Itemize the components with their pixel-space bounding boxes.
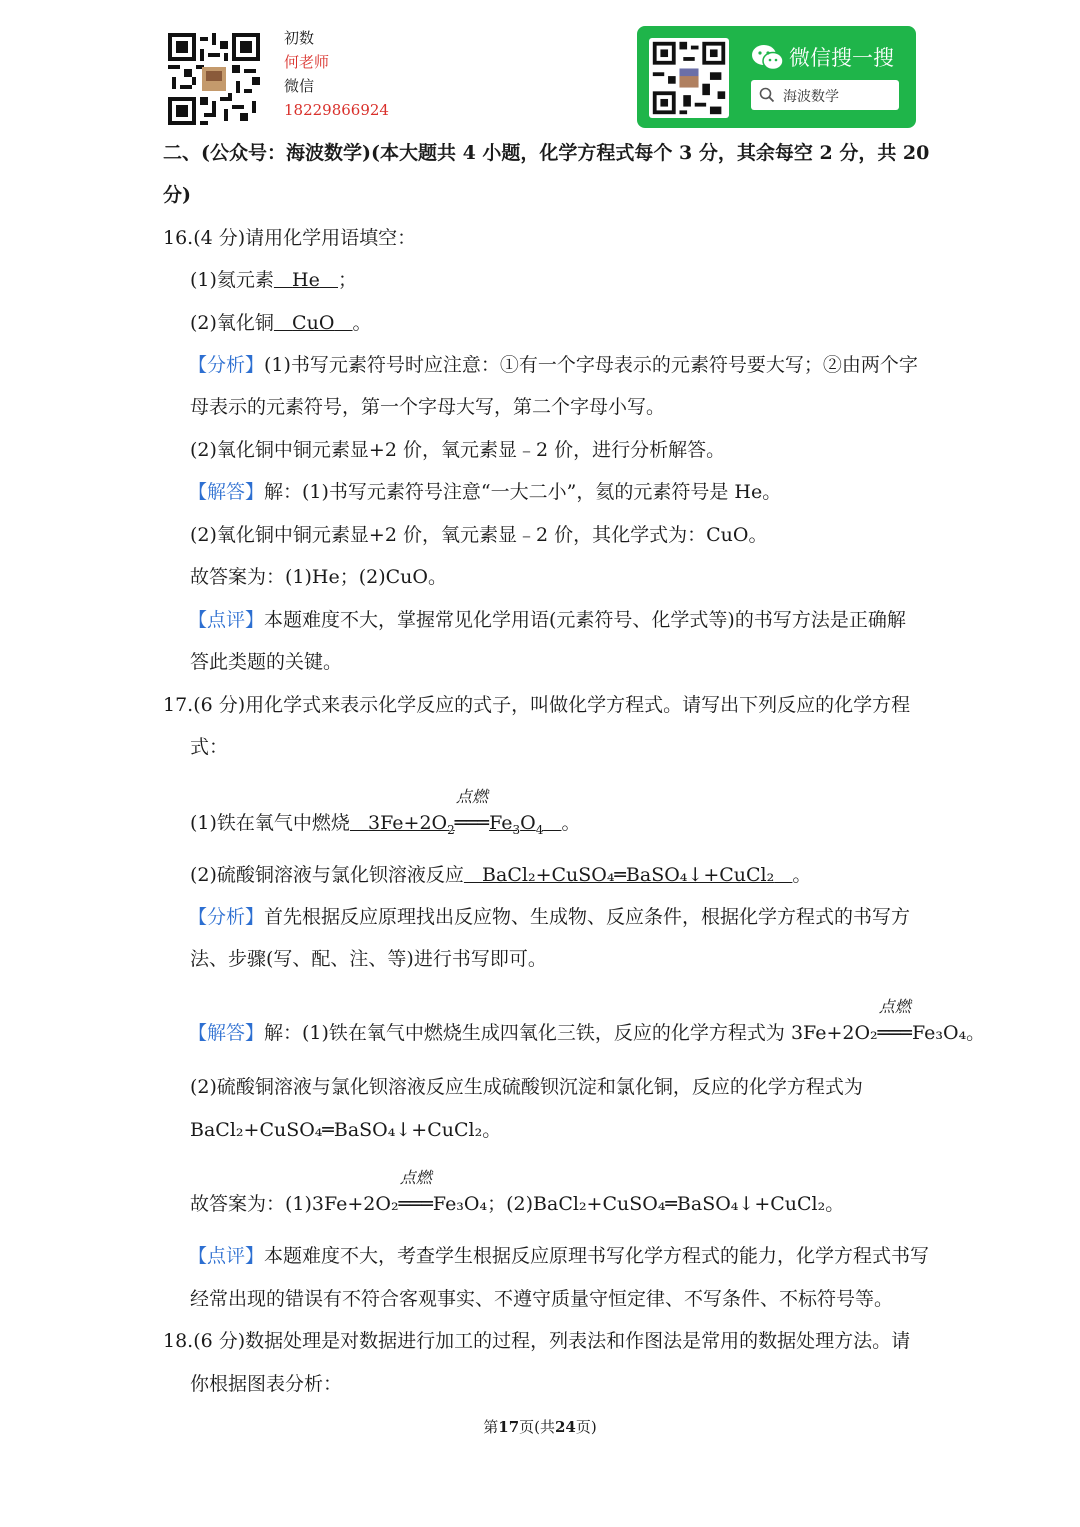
page-number: 17 <box>498 1418 520 1436</box>
q16-analysis-2: (2)氧化铜中铜元素显+2 价，氧元素显﹣2 价，进行分析解答。 <box>190 439 726 461</box>
q16-review: 【点评】本题难度不大，掌握常见化学用语(元素符号、化学式等)的书写方法是正确解 <box>188 609 906 631</box>
section-heading-cont: 分) <box>163 184 191 206</box>
q16-part2-answer: CuO <box>292 312 335 334</box>
q17-part1: (1)铁在氧气中燃烧 $3Fe+2O_2$ 点燃 $═══Fe_3O_4$ 。 <box>190 810 580 836</box>
q16-final-answer: 故答案为：(1)He；(2)CuO。 <box>190 566 447 588</box>
reaction-condition: 点燃 <box>399 1168 432 1187</box>
q16-analysis: 【分析】(1)书写元素符号时应注意：①有一个字母表示的元素符号要大写；②由两个字 <box>188 354 918 376</box>
wechat-search-title: 微信搜一搜 <box>789 46 894 70</box>
section-heading: 二、(公众号：海波数学)(本大题共 4 小题，化学方程式每个 3 分，其余每空 2 分，共 20 <box>163 142 930 164</box>
q18-stem: 18.(6 分)数据处理是对数据进行加工的过程，列表法和作图法是常用的数据处理方法。请 <box>163 1330 911 1352</box>
q17-solution: 【解答】解：(1)铁在氧气中燃烧生成四氧化三铁，反应的化学方程式为 3Fe+2O₂ 点燃 ═══Fe₃O₄。 <box>188 1020 985 1046</box>
reaction-condition: 点燃 <box>878 997 911 1016</box>
q16-part1: (1)氦元素 He ； <box>190 269 358 291</box>
q18-stem-cont: 你根据图表分析： <box>190 1373 343 1395</box>
q17-part1-prompt: (1)铁在氧气中燃烧 <box>190 812 350 834</box>
q16-solution: 【解答】解：(1)书写元素符号注意“一大二小”，氦的元素符号是 He。 <box>188 481 782 503</box>
q17-analysis-cont: 法、步骤(写、配、注、等)进行书写即可。 <box>190 948 547 970</box>
reaction-condition: 点燃 <box>455 787 488 806</box>
q16-stem: 16.(4 分)请用化学用语填空： <box>163 227 417 249</box>
q17-solution-2: (2)硫酸铜溶液与氯化钡溶液反应生成硫酸钡沉淀和氯化铜，反应的化学方程式为 <box>190 1076 863 1098</box>
wechat-search-box[interactable] <box>751 80 899 110</box>
page-total: 24 <box>555 1418 576 1436</box>
q17-analysis: 【分析】首先根据反应原理找出反应物、生成物、反应条件，根据化学方程式的书写方 <box>188 906 911 928</box>
reaction-arrow: 点燃 ═══ <box>878 1020 912 1046</box>
reaction-arrow: 点燃 ═══ <box>399 1191 433 1217</box>
analysis-tag: 【分析】 <box>188 354 265 376</box>
q17-review: 【点评】本题难度不大，考查学生根据反应原理书写化学方程式的能力，化学方程式书写 <box>188 1245 930 1267</box>
contact-line-1: 初数 <box>284 29 315 47</box>
search-keyword: 海波数学 <box>783 89 839 105</box>
page-footer: 第17页(共24页) <box>483 1418 597 1436</box>
q16-review-cont: 答此类题的关键。 <box>190 651 343 673</box>
solution-tag: 【解答】 <box>188 481 265 503</box>
q17-solution-3: BaCl₂+CuSO₄═BaSO₄↓+CuCl₂。 <box>190 1119 502 1141</box>
q16-part1-answer: He <box>292 269 320 291</box>
q16-part1-prompt: (1)氦元素 <box>190 269 274 291</box>
q17-stem: 17.(6 分)用化学式来表示化学反应的式子，叫做化学方程式。请写出下列反应的化学方程 <box>163 694 911 716</box>
qr-code-teacher <box>168 33 260 125</box>
q17-review-cont: 经常出现的错误有不符合客观事实、不遵守质量守恒定律、不写条件、不标符号等。 <box>190 1288 894 1310</box>
phone-number: 18229866924 <box>284 101 389 119</box>
qr-code-wechat <box>649 38 729 118</box>
solution-tag: 【解答】 <box>188 1022 265 1044</box>
q17-part2-answer: BaCl₂+CuSO₄═BaSO₄↓+CuCl₂ <box>482 864 775 886</box>
q16-solution-2: (2)氧化铜中铜元素显+2 价，氧元素显﹣2 价，其化学式为：CuO。 <box>190 524 768 546</box>
q17-final-answer: 故答案为：(1)3Fe+2O₂ 点燃 ═══Fe₃O₄；(2)BaCl₂+CuSO₄═BaSO₄↓+CuCl₂。 <box>190 1191 844 1217</box>
wechat-logo-icon <box>751 44 785 77</box>
q16-analysis-cont: 母表示的元素符号，第一个字母大写，第二个字母小写。 <box>190 396 666 418</box>
search-icon <box>759 87 775 107</box>
q17-part1-answer: $3Fe+2O_2$ 点燃 $═══Fe_3O_4$ <box>350 812 562 834</box>
review-tag: 【点评】 <box>188 1245 265 1267</box>
wechat-search-card[interactable] <box>637 26 916 128</box>
teacher-contact <box>284 26 389 122</box>
reaction-arrow: 点燃 ═══ <box>455 810 489 836</box>
q17-stem-cont: 式： <box>190 736 229 758</box>
q17-part2: (2)硫酸铜溶液与氯化钡溶液反应 BaCl₂+CuSO₄═BaSO₄↓+CuCl₂ 。 <box>190 864 812 886</box>
teacher-name: 何老师 <box>284 53 330 71</box>
review-tag: 【点评】 <box>188 609 265 631</box>
q17-part2-prompt: (2)硫酸铜溶液与氯化钡溶液反应 <box>190 864 464 886</box>
q16-part2: (2)氧化铜 CuO 。 <box>190 312 372 334</box>
analysis-tag: 【分析】 <box>188 906 265 928</box>
wechat-label: 微信 <box>284 77 315 95</box>
q16-part2-prompt: (2)氧化铜 <box>190 312 274 334</box>
